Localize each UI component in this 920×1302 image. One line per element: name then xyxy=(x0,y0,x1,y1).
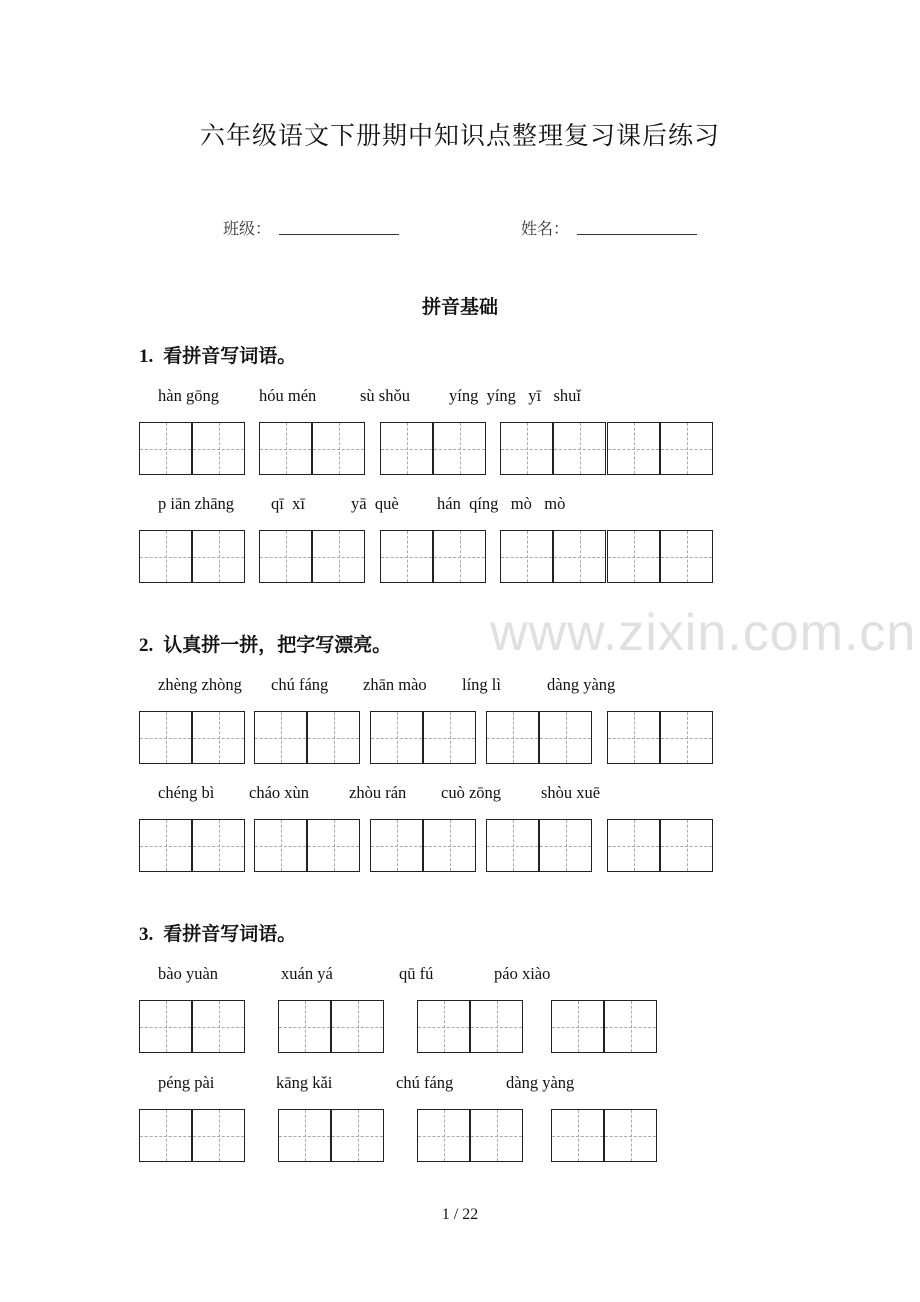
writing-cell[interactable] xyxy=(331,1000,384,1053)
writing-cell[interactable] xyxy=(307,711,360,764)
writing-cell[interactable] xyxy=(470,1109,523,1162)
writing-cell[interactable] xyxy=(380,422,433,475)
writing-cell[interactable] xyxy=(660,422,713,475)
writing-cell[interactable] xyxy=(486,711,539,764)
writing-cell[interactable] xyxy=(607,819,660,872)
pinyin-label: zhān mào xyxy=(363,675,427,694)
pinyin-label: kāng kǎi xyxy=(276,1073,333,1092)
question-1-title xyxy=(139,341,296,368)
writing-cell[interactable] xyxy=(539,711,592,764)
pinyin-label: sù shǒu xyxy=(360,386,410,405)
pinyin-label: qū fú xyxy=(399,964,434,983)
writing-cell[interactable] xyxy=(470,1000,523,1053)
writing-cell[interactable] xyxy=(192,1109,245,1162)
writing-cell[interactable] xyxy=(259,530,312,583)
question-2-number: 2. xyxy=(139,635,154,656)
writing-cell[interactable] xyxy=(380,530,433,583)
writing-cell[interactable] xyxy=(139,1000,192,1053)
pinyin-label: cháo xùn xyxy=(249,783,310,802)
writing-cell[interactable] xyxy=(539,819,592,872)
pinyin-label: shòu xuē xyxy=(541,783,601,802)
writing-cell[interactable] xyxy=(139,530,192,583)
pinyin-label: dàng yàng xyxy=(506,1073,575,1092)
writing-cell[interactable] xyxy=(607,711,660,764)
writing-cell[interactable] xyxy=(278,1000,331,1053)
writing-cell[interactable] xyxy=(139,1109,192,1162)
question-2-text: 认真拼一拼，把字写漂亮。 xyxy=(163,634,392,656)
name-blank-line xyxy=(577,234,697,235)
writing-cell[interactable] xyxy=(139,819,192,872)
writing-cell[interactable] xyxy=(192,819,245,872)
question-3-number: 3. xyxy=(139,924,154,945)
writing-cell[interactable] xyxy=(604,1000,657,1053)
pinyin-label: xuán yá xyxy=(281,964,333,983)
writing-cell[interactable] xyxy=(607,530,660,583)
pinyin-label: bào yuàn xyxy=(158,964,219,983)
question-2-title xyxy=(139,630,391,657)
pinyin-label: chéng bì xyxy=(158,783,215,802)
pinyin-label: qī xī xyxy=(271,494,305,513)
writing-cell[interactable] xyxy=(553,422,606,475)
writing-cell[interactable] xyxy=(312,530,365,583)
writing-cell[interactable] xyxy=(370,711,423,764)
writing-cell[interactable] xyxy=(192,1000,245,1053)
writing-cell[interactable] xyxy=(417,1109,470,1162)
writing-cell[interactable] xyxy=(500,530,553,583)
writing-cell[interactable] xyxy=(551,1109,604,1162)
writing-cell[interactable] xyxy=(433,422,486,475)
class-blank-line xyxy=(279,234,399,235)
page-number: 1 / 22 xyxy=(441,1206,479,1223)
writing-cell[interactable] xyxy=(660,819,713,872)
question-3-text: 看拼音写词语。 xyxy=(163,923,297,945)
pinyin-label: zhèng zhòng xyxy=(158,675,242,694)
pinyin-label: hán qíng mò mò xyxy=(437,494,566,513)
document-title: 六年级语文下册期中知识点整理复习课后练习 xyxy=(199,121,720,150)
writing-cell[interactable] xyxy=(553,530,606,583)
writing-cell[interactable] xyxy=(433,530,486,583)
writing-cell[interactable] xyxy=(604,1109,657,1162)
writing-cell[interactable] xyxy=(660,530,713,583)
pinyin-label: hóu mén xyxy=(259,386,317,405)
writing-cell[interactable] xyxy=(278,1109,331,1162)
pinyin-label: yíng yíng yī shuǐ xyxy=(449,386,582,405)
writing-cell[interactable] xyxy=(139,422,192,475)
pinyin-label: chú fáng xyxy=(396,1073,454,1092)
question-1-text: 看拼音写词语。 xyxy=(163,345,297,367)
pinyin-label: líng lì xyxy=(462,675,501,694)
pinyin-label: dàng yàng xyxy=(547,675,616,694)
writing-cell[interactable] xyxy=(192,711,245,764)
writing-cell[interactable] xyxy=(423,819,476,872)
writing-cell[interactable] xyxy=(500,422,553,475)
pinyin-label: páo xiào xyxy=(494,964,551,983)
pinyin-label: p iān zhāng xyxy=(158,494,235,513)
writing-cell[interactable] xyxy=(331,1109,384,1162)
writing-cell[interactable] xyxy=(312,422,365,475)
pinyin-label: yā què xyxy=(351,494,399,513)
writing-cell[interactable] xyxy=(192,422,245,475)
writing-cell[interactable] xyxy=(307,819,360,872)
writing-cell[interactable] xyxy=(607,422,660,475)
question-1-number: 1. xyxy=(139,346,154,367)
pinyin-label: cuò zōng xyxy=(441,783,502,802)
class-label: 班级： xyxy=(223,219,272,238)
writing-cell[interactable] xyxy=(254,711,307,764)
writing-cell[interactable] xyxy=(551,1000,604,1053)
writing-cell[interactable] xyxy=(254,819,307,872)
section-title: 拼音基础 xyxy=(421,296,498,318)
writing-cell[interactable] xyxy=(370,819,423,872)
writing-cell[interactable] xyxy=(139,711,192,764)
pinyin-label: hàn gōng xyxy=(158,386,219,405)
pinyin-label: péng pài xyxy=(158,1073,215,1092)
name-label: 姓名： xyxy=(521,219,570,238)
writing-cell[interactable] xyxy=(192,530,245,583)
writing-cell[interactable] xyxy=(423,711,476,764)
writing-cell[interactable] xyxy=(417,1000,470,1053)
pinyin-label: zhòu rán xyxy=(349,783,407,802)
question-3-title xyxy=(139,919,296,946)
writing-cell[interactable] xyxy=(486,819,539,872)
watermark: www.zixin.com.cn xyxy=(490,604,917,662)
pinyin-label: chú fáng xyxy=(271,675,329,694)
writing-cell[interactable] xyxy=(259,422,312,475)
writing-cell[interactable] xyxy=(660,711,713,764)
